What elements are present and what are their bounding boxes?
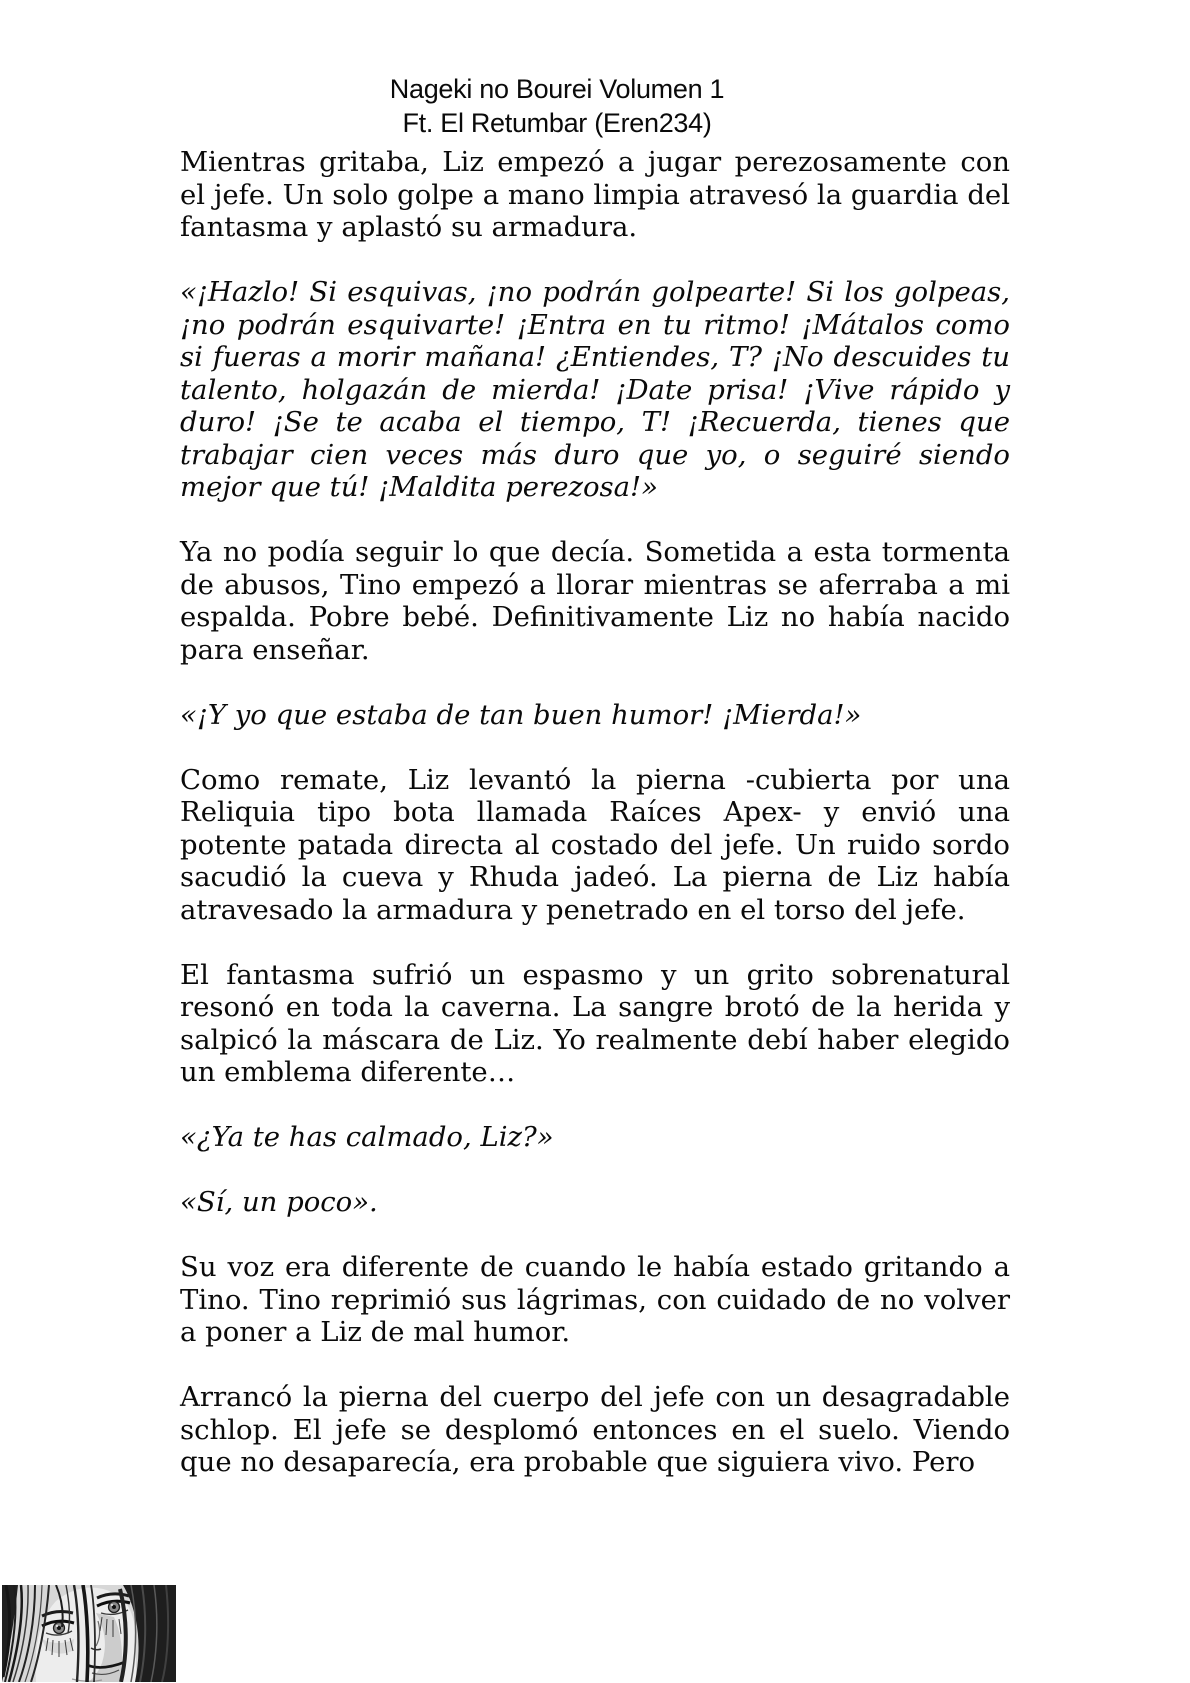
document-body xyxy=(180,146,1010,1479)
paragraph-2-quote: «¡Hazlo! Si esquivas, ¡no podrán golpearte! Si los golpeas, ¡no podrán esquivarte! ¡Entra en tu ritmo! ¡Mátalos como si fueras a morir mañana! ¿Entiendes, T? ¡No descuides tu talento, holgazán de mierda! ¡Date prisa! ¡Vive rápido y duro! ¡Se te acaba el tiempo, T! ¡Recuerda, tienes que trabajar cien veces más duro que yo, o seguiré siendo mejor que tú! ¡Maldita perezosa!» xyxy=(180,276,1010,503)
paragraph-9: Su voz era diferente de cuando le había estado gritando a Tino. Tino reprimió sus lágrimas, con cuidado de no volver a poner a Liz de mal humor. xyxy=(180,1251,1010,1348)
paragraph-5: Como remate, Liz levantó la pierna -cubierta por una Reliquia tipo bota llamada Raíces Apex- y envió una potente patada directa al costado del jefe. Un ruido sordo sacudió la cueva y Rhuda jadeó. La pierna de Liz había atravesado la armadura y penetrado en el torso del jefe. xyxy=(180,763,1010,926)
manga-face-image xyxy=(2,1585,176,1682)
doc-title-line1: Nageki no Bourei Volumen 1 xyxy=(389,74,725,104)
paragraph-8-quote: «Sí, un poco». xyxy=(180,1186,378,1218)
paragraph-10: Arrancó la pierna del cuerpo del jefe con un desagradable schlop. El jefe se desplomó entonces en el suelo. Viendo que no desaparecía, era probable que siguiera vivo. Pero xyxy=(180,1381,1010,1478)
paragraph-6: El fantasma sufrió un espasmo y un grito sobrenatural resonó en toda la caverna. La sangre brotó de la herida y salpicó la máscara de Liz. Yo realmente debí haber elegido un emblema diferente… xyxy=(180,958,1010,1088)
paragraph-4-quote: «¡Y yo que estaba de tan buen humor! ¡Mierda!» xyxy=(180,698,862,731)
paragraph-3: Ya no podía seguir lo que decía. Sometida a esta tormenta de abusos, Tino empezó a llorar mientras se aferraba a mi espalda. Pobre bebé. Definitivamente Liz no había nacido para enseñar. xyxy=(180,536,1010,666)
paragraph-7-quote: «¿Ya te has calmado, Liz?» xyxy=(180,1121,554,1153)
document-header xyxy=(104,0,1010,140)
doc-title-line2: Ft. El Retumbar (Eren234) xyxy=(402,108,712,138)
manga-face-illustration-svg xyxy=(2,1585,176,1682)
paragraph-1: Mientras gritaba, Liz empezó a jugar perezosamente con el jefe. Un solo golpe a mano limpia atravesó la guardia del fantasma y aplastó su armadura. xyxy=(180,146,1010,243)
